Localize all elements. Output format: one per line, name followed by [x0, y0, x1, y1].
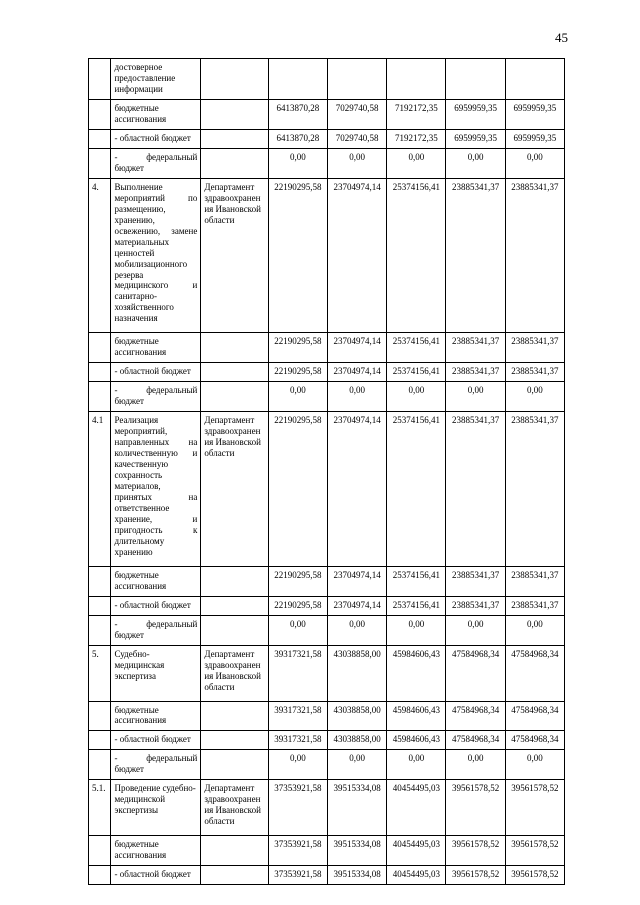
department-cell: [201, 701, 268, 731]
value-cell: 23885341,37: [505, 178, 564, 333]
department-cell: [201, 333, 268, 363]
value-cell: 22190295,58: [268, 412, 327, 567]
description-cell: - областной бюджет: [111, 866, 201, 885]
department-cell: [201, 596, 268, 615]
value-cell: 23704974,14: [327, 333, 386, 363]
value-cell: 6959959,35: [446, 129, 505, 148]
value-cell: 45984606,43: [387, 701, 446, 731]
description-cell: - федеральный бюджет: [111, 382, 201, 412]
value-cell: [446, 59, 505, 100]
value-cell: 23704974,14: [327, 566, 386, 596]
value-cell: 25374156,41: [387, 412, 446, 567]
value-cell: 23885341,37: [446, 596, 505, 615]
value-cell: 0,00: [387, 148, 446, 178]
value-cell: 23885341,37: [505, 412, 564, 567]
value-cell: 7029740,58: [327, 129, 386, 148]
department-cell: Департамент здравоохранения Ивановской области: [201, 178, 268, 333]
row-number-cell: [89, 596, 111, 615]
table-row: [89, 333, 565, 363]
row-number-cell: [89, 363, 111, 382]
description-cell: - федеральный бюджет: [111, 148, 201, 178]
description-cell: достоверное предоставление информации: [111, 59, 201, 100]
value-cell: 25374156,41: [387, 363, 446, 382]
value-cell: 6959959,35: [446, 99, 505, 129]
row-number-cell: [89, 750, 111, 780]
table-row: [89, 363, 565, 382]
value-cell: 22190295,58: [268, 178, 327, 333]
value-cell: 7029740,58: [327, 99, 386, 129]
description-cell: Выполнение мероприятий по размещению, хранению, освежению, замене материальных ценностей мобилизационного резерва медицинского и санитарно-хозяйственного назначения: [111, 178, 201, 333]
table-row: [89, 566, 565, 596]
description-cell: бюджетные ассигнования: [111, 701, 201, 731]
value-cell: 23885341,37: [446, 412, 505, 567]
row-number-cell: [89, 836, 111, 866]
row-number-cell: [89, 866, 111, 885]
description-cell: - областной бюджет: [111, 731, 201, 750]
value-cell: 47584968,34: [446, 701, 505, 731]
value-cell: 37353921,58: [268, 866, 327, 885]
table-row: [89, 129, 565, 148]
value-cell: 47584968,34: [505, 701, 564, 731]
row-number-cell: [89, 701, 111, 731]
table-row: [89, 178, 565, 333]
table-row: [89, 596, 565, 615]
department-cell: [201, 59, 268, 100]
description-cell: бюджетные ассигнования: [111, 566, 201, 596]
row-number-cell: [89, 99, 111, 129]
table-row: [89, 382, 565, 412]
table-row: [89, 866, 565, 885]
table-row: [89, 412, 565, 567]
description-cell: Реализация мероприятий, направленных на количественную и качественную сохранность материалов, принятых на ответственное хранение, и пригодность к длительному хранению: [111, 412, 201, 567]
table-row: [89, 750, 565, 780]
row-number-cell: [89, 382, 111, 412]
description-cell: - областной бюджет: [111, 363, 201, 382]
description-cell: Судебно-медицинская экспертиза: [111, 645, 201, 701]
value-cell: 23704974,14: [327, 178, 386, 333]
value-cell: 0,00: [327, 148, 386, 178]
value-cell: 6413870,28: [268, 129, 327, 148]
row-number-cell: [89, 731, 111, 750]
description-cell: - федеральный бюджет: [111, 615, 201, 645]
table-row: [89, 645, 565, 701]
row-number-cell: [89, 566, 111, 596]
row-number-cell: [89, 615, 111, 645]
department-cell: [201, 750, 268, 780]
value-cell: 0,00: [327, 615, 386, 645]
row-number-cell: 4.1: [89, 412, 111, 567]
row-number-cell: [89, 129, 111, 148]
value-cell: 39317321,58: [268, 645, 327, 701]
value-cell: 6413870,28: [268, 99, 327, 129]
value-cell: [327, 59, 386, 100]
department-cell: [201, 99, 268, 129]
row-number-cell: 5.: [89, 645, 111, 701]
value-cell: 39561578,52: [505, 780, 564, 836]
value-cell: 43038858,00: [327, 731, 386, 750]
value-cell: 0,00: [387, 750, 446, 780]
value-cell: 25374156,41: [387, 333, 446, 363]
table-row: [89, 731, 565, 750]
value-cell: 25374156,41: [387, 596, 446, 615]
table-row: [89, 780, 565, 836]
value-cell: 39561578,52: [505, 836, 564, 866]
description-cell: Проведение судебно-медицинской экспертизы: [111, 780, 201, 836]
value-cell: [387, 59, 446, 100]
row-number-cell: 5.1.: [89, 780, 111, 836]
department-cell: [201, 363, 268, 382]
value-cell: 0,00: [327, 382, 386, 412]
value-cell: 22190295,58: [268, 363, 327, 382]
department-cell: [201, 615, 268, 645]
description-cell: - федеральный бюджет: [111, 750, 201, 780]
value-cell: 23704974,14: [327, 363, 386, 382]
value-cell: 40454495,03: [387, 780, 446, 836]
value-cell: 39561578,52: [446, 866, 505, 885]
table-row: [89, 836, 565, 866]
value-cell: 6959959,35: [505, 99, 564, 129]
value-cell: 23885341,37: [505, 596, 564, 615]
value-cell: 23704974,14: [327, 596, 386, 615]
page-number: 45: [555, 30, 568, 45]
value-cell: 0,00: [505, 148, 564, 178]
value-cell: 23885341,37: [446, 178, 505, 333]
department-cell: [201, 866, 268, 885]
value-cell: 40454495,03: [387, 866, 446, 885]
value-cell: 39317321,58: [268, 701, 327, 731]
value-cell: [505, 59, 564, 100]
value-cell: 7192172,35: [387, 129, 446, 148]
value-cell: 7192172,35: [387, 99, 446, 129]
table-row: [89, 615, 565, 645]
value-cell: 37353921,58: [268, 780, 327, 836]
value-cell: 47584968,34: [446, 645, 505, 701]
value-cell: 0,00: [327, 750, 386, 780]
value-cell: 47584968,34: [446, 731, 505, 750]
value-cell: 22190295,58: [268, 333, 327, 363]
value-cell: 0,00: [505, 750, 564, 780]
value-cell: 23885341,37: [446, 363, 505, 382]
table-row: [89, 59, 565, 100]
value-cell: 0,00: [268, 750, 327, 780]
value-cell: 0,00: [505, 382, 564, 412]
value-cell: 0,00: [505, 615, 564, 645]
value-cell: 39561578,52: [446, 780, 505, 836]
value-cell: 23885341,37: [505, 363, 564, 382]
value-cell: 37353921,58: [268, 836, 327, 866]
description-cell: - областной бюджет: [111, 596, 201, 615]
row-number-cell: [89, 333, 111, 363]
value-cell: 45984606,43: [387, 645, 446, 701]
value-cell: 43038858,00: [327, 701, 386, 731]
value-cell: 0,00: [387, 615, 446, 645]
value-cell: 0,00: [446, 615, 505, 645]
value-cell: 39561578,52: [446, 836, 505, 866]
value-cell: 47584968,34: [505, 731, 564, 750]
value-cell: 0,00: [446, 148, 505, 178]
value-cell: 39515334,08: [327, 866, 386, 885]
value-cell: 23885341,37: [505, 566, 564, 596]
table-row: [89, 701, 565, 731]
value-cell: 0,00: [387, 382, 446, 412]
description-cell: бюджетные ассигнования: [111, 99, 201, 129]
table-row: [89, 148, 565, 178]
value-cell: 23704974,14: [327, 412, 386, 567]
department-cell: [201, 129, 268, 148]
value-cell: 45984606,43: [387, 731, 446, 750]
row-number-cell: 4.: [89, 178, 111, 333]
row-number-cell: [89, 59, 111, 100]
budget-table: [88, 58, 565, 885]
department-cell: [201, 566, 268, 596]
row-number-cell: [89, 148, 111, 178]
value-cell: 39317321,58: [268, 731, 327, 750]
department-cell: Департамент здравоохранения Ивановской области: [201, 645, 268, 701]
value-cell: 0,00: [268, 615, 327, 645]
value-cell: 39561578,52: [505, 866, 564, 885]
value-cell: 25374156,41: [387, 566, 446, 596]
department-cell: [201, 382, 268, 412]
value-cell: 23885341,37: [446, 333, 505, 363]
value-cell: 23885341,37: [505, 333, 564, 363]
description-cell: бюджетные ассигнования: [111, 333, 201, 363]
description-cell: бюджетные ассигнования: [111, 836, 201, 866]
value-cell: 22190295,58: [268, 596, 327, 615]
description-cell: - областной бюджет: [111, 129, 201, 148]
value-cell: 22190295,58: [268, 566, 327, 596]
value-cell: 0,00: [446, 382, 505, 412]
value-cell: 0,00: [268, 382, 327, 412]
value-cell: 0,00: [268, 148, 327, 178]
value-cell: [268, 59, 327, 100]
department-cell: Департамент здравоохранения Ивановской области: [201, 780, 268, 836]
department-cell: [201, 836, 268, 866]
value-cell: 47584968,34: [505, 645, 564, 701]
value-cell: 25374156,41: [387, 178, 446, 333]
department-cell: [201, 731, 268, 750]
value-cell: 39515334,08: [327, 836, 386, 866]
value-cell: 0,00: [446, 750, 505, 780]
value-cell: 43038858,00: [327, 645, 386, 701]
department-cell: Департамент здравоохранения Ивановской области: [201, 412, 268, 567]
value-cell: 39515334,08: [327, 780, 386, 836]
department-cell: [201, 148, 268, 178]
value-cell: 40454495,03: [387, 836, 446, 866]
value-cell: 23885341,37: [446, 566, 505, 596]
table-row: [89, 99, 565, 129]
value-cell: 6959959,35: [505, 129, 564, 148]
